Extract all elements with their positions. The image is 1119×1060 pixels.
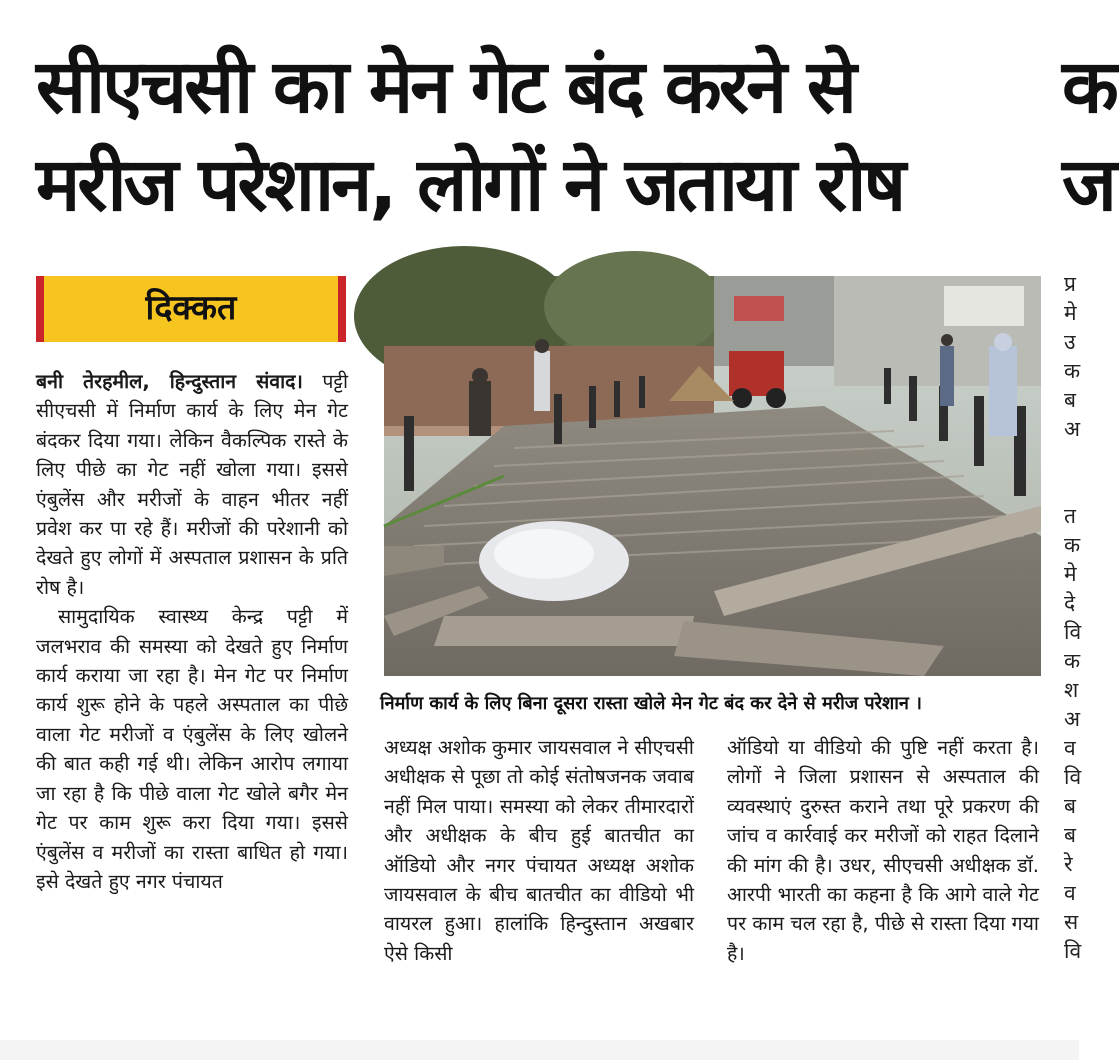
adjacent-article-edge: क ज प्र मे उ क ब अ त क मे दे वि क श अ व वि ब ब रे व स वि [1062,44,1119,963]
story-paragraph-3: अध्यक्ष अशोक कुमार जायसवाल ने सीएचसी अधीक्षक से पूछा तो कोई संतोषजनक जवाब नहीं मिल पाया। समस्या को लेकर तीमारदारों और अधीक्षक के बीच हुई बातचीत का ऑडियो और नगर पंचायत अध्यक्ष अशोक जायसवाल के बीच बातचीत का वीडियो भी वायरल हुआ। हालांकि हिन्दुस्तान अखबार ऐसे किसी [384,736,694,965]
story-column-3 [727,733,1039,968]
story-paragraph-1: पट्टी सीएचसी में निर्माण कार्य के लिए मेन गेट बंदकर दिया गया। लेकिन वैकल्पिक रास्ते के लिए पीछे का गेट नहीं खोला गया। इससे एंबुलेंस और मरीजों के वाहन भीतर नहीं प्रवेश कर पा रहे हैं। मरीजों की परेशानी को देखते हुए लोगों में अस्पताल प्रशासन के प्रति रोष है। [36,370,349,599]
dateline: बनी तेरहमील, हिन्दुस्तान संवाद। [36,370,303,393]
story-column-1 [36,367,348,896]
page-bottom-strip [0,1040,1079,1060]
story-paragraph-4: ऑडियो या वीडियो की पुष्टि नहीं करता है। लोगों ने जिला प्रशासन से अस्पताल की व्यवस्थाएं दुरुस्त कराने तथा पूरे प्रकरण की जांच व कार्रवाई कर मरीजों को राहत दिलाने की मांग की है। उधर, सीएचसी अधीक्षक डॉ. आरपी भारती का कहना है कि आगे वाले गेट पर काम चल रहा है, पीछे से रास्ता दिया गया है। [727,736,1039,965]
story-column-2 [384,733,694,968]
headline-line-2: मरीज परेशान, लोगों ने जताया रोष [36,142,904,228]
story-paragraph-2: सामुदायिक स्वास्थ्य केन्द्र पट्टी में जलभराव की समस्या को देखते हुए निर्माण कार्य कराया जा रहा है। मेन गेट पर निर्माण कार्य शुरू होने के पहले अस्पताल का पीछे वाला गेट मरीजों व एंबुलेंस के लिए खोलने की बात कही गई थी। लेकिन आरोप लगाया जा रहा है कि पीछे वाला गेट खोले बगैर मेन गेट पर काम शुरू करा दिया गया। इससे एंबुलेंस व मरीजों का रास्ता बाधित हो गया। इसे देखते हुए नगर पंचायत [36,605,348,893]
category-tag [36,276,346,342]
photo-caption: निर्माण कार्य के लिए बिना दूसरा रास्ता खोले मेन गेट बंद कर देने से मरीज परेशान । [380,693,922,714]
news-photo [384,276,1041,676]
category-tag-label: दिक्कत [145,288,237,328]
headline-line-1: सीएचसी का मेन गेट बंद करने से [36,44,854,130]
construction-scene-image [384,276,1041,676]
headline [36,38,1046,234]
